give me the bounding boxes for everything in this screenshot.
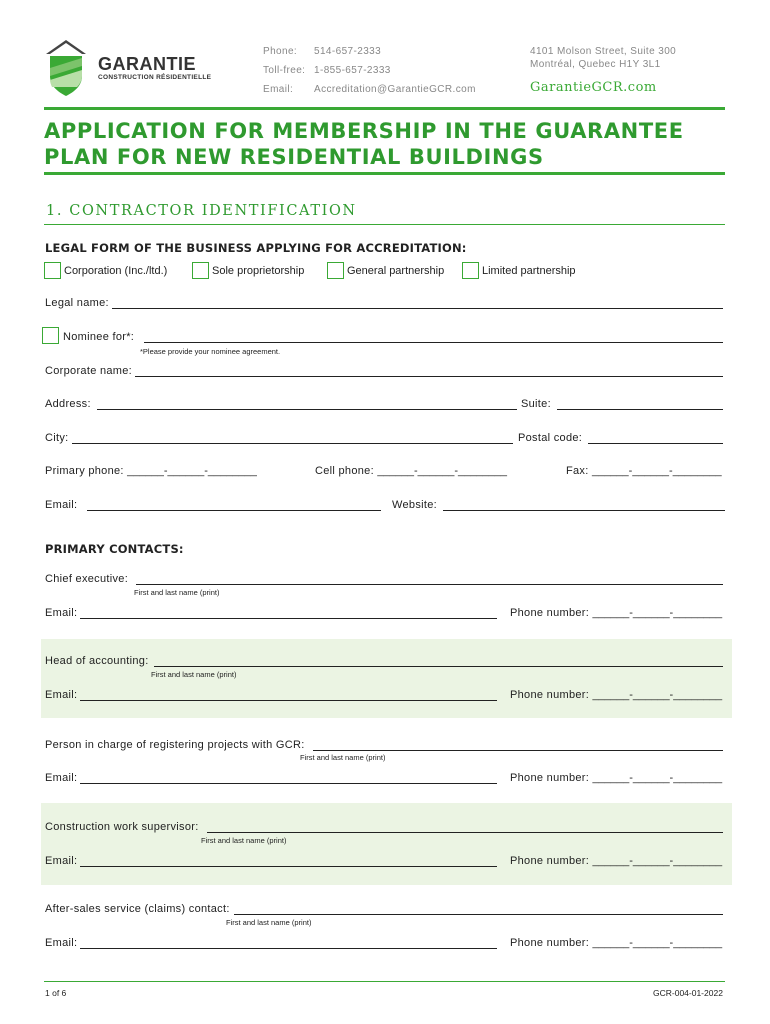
page-title — [44, 118, 734, 170]
construction-supervisor-line[interactable] — [207, 823, 723, 833]
construction-supervisor-email-line[interactable] — [80, 857, 497, 867]
corporation-checkbox[interactable] — [44, 262, 61, 279]
logo-subtitle: CONSTRUCTION RÉSIDENTIELLE — [98, 74, 212, 81]
footer-divider — [44, 981, 725, 982]
cell-phone-label: Cell phone: — [315, 465, 374, 477]
chief-executive-phone-field[interactable] — [510, 607, 722, 619]
chief-executive-label: Chief executive: — [45, 573, 129, 585]
head-of-accounting-label: Head of accounting: — [45, 655, 149, 667]
legal-name-field[interactable] — [45, 297, 723, 309]
contact-band-supervisor — [41, 803, 732, 885]
fax-label: Fax: — [566, 465, 589, 477]
address-field[interactable] — [45, 398, 517, 410]
phone-value: 514-657-2333 — [314, 46, 382, 57]
city-line[interactable] — [72, 434, 514, 444]
mailing-address — [530, 46, 676, 78]
construction-supervisor-phone-blank[interactable]: ______-______-________ — [592, 855, 723, 867]
chief-executive-email-label: Email: — [45, 607, 78, 619]
legal-form-options — [44, 262, 734, 280]
after-sales-contact-hint: First and last name (print) — [226, 918, 312, 927]
after-sales-phone-label: Phone number: — [510, 937, 590, 949]
chief-executive-email-line[interactable] — [80, 609, 497, 619]
page-header — [0, 0, 770, 110]
primary-phone-field[interactable] — [45, 465, 257, 477]
head-of-accounting-phone-blank[interactable]: ______-______-________ — [592, 689, 723, 701]
construction-supervisor-phone-label: Phone number: — [510, 855, 590, 867]
address-line-1: 4101 Molson Street, Suite 300 — [530, 46, 677, 57]
head-of-accounting-phone-field[interactable] — [510, 689, 722, 701]
project-registrar-phone-label: Phone number: — [510, 772, 590, 784]
chief-executive-phone-blank[interactable]: ______-______-________ — [592, 607, 723, 619]
project-registrar-email-field[interactable] — [45, 772, 497, 784]
primary-phone-label: Primary phone: — [45, 465, 124, 477]
head-of-accounting-email-label: Email: — [45, 689, 78, 701]
project-registrar-phone-field[interactable] — [510, 772, 722, 784]
tollfree-label: Toll-free: — [263, 65, 306, 76]
postal-code-label: Postal code: — [518, 432, 583, 444]
project-registrar-label: Person in charge of registering projects with GCR: — [45, 739, 305, 751]
address-label: Address: — [45, 398, 91, 410]
legal-form-heading: LEGAL FORM OF THE BUSINESS APPLYING FOR ACCREDITATION: — [45, 241, 467, 255]
contact-labels — [263, 46, 305, 103]
email-line[interactable] — [87, 501, 381, 511]
city-field[interactable] — [45, 432, 513, 444]
email-label: Email: — [45, 499, 78, 511]
chief-executive-line[interactable] — [136, 575, 723, 585]
fax-blank[interactable]: ______-______-________ — [591, 465, 722, 477]
project-registrar-line[interactable] — [313, 741, 723, 751]
page-number: 1 of 6 — [45, 988, 67, 998]
nominee-hint: *Please provide your nominee agreement. — [140, 347, 281, 356]
after-sales-email-field[interactable] — [45, 937, 497, 949]
after-sales-email-line[interactable] — [80, 939, 497, 949]
construction-supervisor-email-field[interactable] — [45, 855, 497, 867]
construction-supervisor-hint: First and last name (print) — [201, 836, 287, 845]
project-registrar-field[interactable] — [45, 739, 723, 751]
head-of-accounting-phone-label: Phone number: — [510, 689, 590, 701]
email-field[interactable] — [45, 499, 381, 511]
gcr-logo — [44, 40, 214, 100]
after-sales-phone-field[interactable] — [510, 937, 722, 949]
option-corporation[interactable] — [44, 262, 167, 279]
project-registrar-hint: First and last name (print) — [300, 753, 386, 762]
tollfree-value: 1-855-657-2333 — [314, 65, 391, 76]
corporate-name-line[interactable] — [135, 367, 723, 377]
construction-supervisor-phone-field[interactable] — [510, 855, 722, 867]
option-general-partnership[interactable] — [327, 262, 444, 279]
section-title: 1. CONTRACTOR IDENTIFICATION — [46, 203, 357, 219]
corporate-name-label: Corporate name: — [45, 365, 133, 377]
suite-label: Suite: — [521, 398, 551, 410]
nominee-checkbox[interactable] — [42, 327, 59, 344]
after-sales-contact-field[interactable] — [45, 903, 723, 915]
cell-phone-blank[interactable]: ______-______-________ — [377, 465, 507, 477]
project-registrar-phone-blank[interactable]: ______-______-________ — [592, 772, 723, 784]
construction-supervisor-email-label: Email: — [45, 855, 78, 867]
primary-contacts-heading: PRIMARY CONTACTS: — [45, 542, 184, 556]
title-line-1: APPLICATION FOR MEMBERSHIP IN THE GUARANTEE — [44, 119, 684, 143]
address-line-2: Montréal, Quebec H1Y 3L1 — [530, 59, 661, 70]
phone-label: Phone: — [263, 46, 298, 57]
postal-code-field[interactable] — [518, 432, 723, 444]
project-registrar-email-label: Email: — [45, 772, 78, 784]
after-sales-email-label: Email: — [45, 937, 78, 949]
construction-supervisor-label: Construction work supervisor: — [45, 821, 199, 833]
chief-executive-phone-label: Phone number: — [510, 607, 590, 619]
suite-field[interactable] — [521, 398, 723, 410]
header-divider — [44, 107, 725, 110]
legal-name-line[interactable] — [112, 299, 723, 309]
head-of-accounting-hint: First and last name (print) — [151, 670, 237, 679]
city-label: City: — [45, 432, 69, 444]
address-line[interactable] — [97, 400, 517, 410]
website-field[interactable] — [392, 499, 725, 511]
nominee-label: Nominee for*: — [63, 331, 135, 343]
shield-logo-icon — [44, 40, 94, 98]
cell-phone-field[interactable] — [315, 465, 507, 477]
logo-name: GARANTIE — [98, 54, 196, 74]
sole-proprietorship-checkbox[interactable] — [192, 262, 209, 279]
email-label: Email: — [263, 84, 294, 95]
after-sales-contact-line[interactable] — [234, 905, 723, 915]
suite-line[interactable] — [557, 400, 723, 410]
limited-partnership-label: Limited partnership — [482, 264, 576, 277]
option-sole-proprietorship[interactable] — [192, 262, 304, 279]
title-divider — [44, 172, 725, 175]
nominee-field[interactable] — [63, 331, 723, 343]
title-line-2: PLAN FOR NEW RESIDENTIAL BUILDINGS — [44, 145, 544, 169]
chief-executive-field[interactable] — [45, 573, 723, 585]
website-label: Website: — [392, 499, 437, 511]
form-code: GCR-004-01-2022 — [653, 988, 723, 998]
head-of-accounting-field[interactable] — [45, 655, 723, 667]
construction-supervisor-field[interactable] — [45, 821, 723, 833]
nominee-line[interactable] — [144, 333, 723, 343]
chief-executive-email-field[interactable] — [45, 607, 497, 619]
general-partnership-checkbox[interactable] — [327, 262, 344, 279]
postal-code-line[interactable] — [588, 434, 723, 444]
sole-proprietorship-label: Sole proprietorship — [212, 264, 305, 277]
fax-field[interactable] — [566, 465, 722, 477]
legal-name-label: Legal name: — [45, 297, 109, 309]
corporation-label: Corporation (Inc./ltd.) — [64, 264, 168, 277]
general-partnership-label: General partnership — [347, 264, 445, 277]
option-limited-partnership[interactable] — [462, 262, 576, 279]
project-registrar-email-line[interactable] — [80, 774, 497, 784]
corporate-name-field[interactable] — [45, 365, 723, 377]
section-divider — [44, 224, 725, 225]
website-link[interactable]: GarantieGCR.com — [530, 80, 657, 95]
contact-values — [314, 46, 476, 103]
head-of-accounting-line[interactable] — [154, 657, 723, 667]
after-sales-phone-blank[interactable]: ______-______-________ — [592, 937, 723, 949]
website-line[interactable] — [443, 501, 725, 511]
head-of-accounting-email-line[interactable] — [80, 691, 497, 701]
chief-executive-hint: First and last name (print) — [134, 588, 220, 597]
after-sales-contact-label: After-sales service (claims) contact: — [45, 903, 230, 915]
head-of-accounting-email-field[interactable] — [45, 689, 497, 701]
contact-band-accounting — [41, 639, 732, 718]
limited-partnership-checkbox[interactable] — [462, 262, 479, 279]
primary-phone-blank[interactable]: ______-______-________ — [127, 465, 257, 477]
email-value[interactable]: Accreditation@GarantieGCR.com — [314, 84, 476, 95]
